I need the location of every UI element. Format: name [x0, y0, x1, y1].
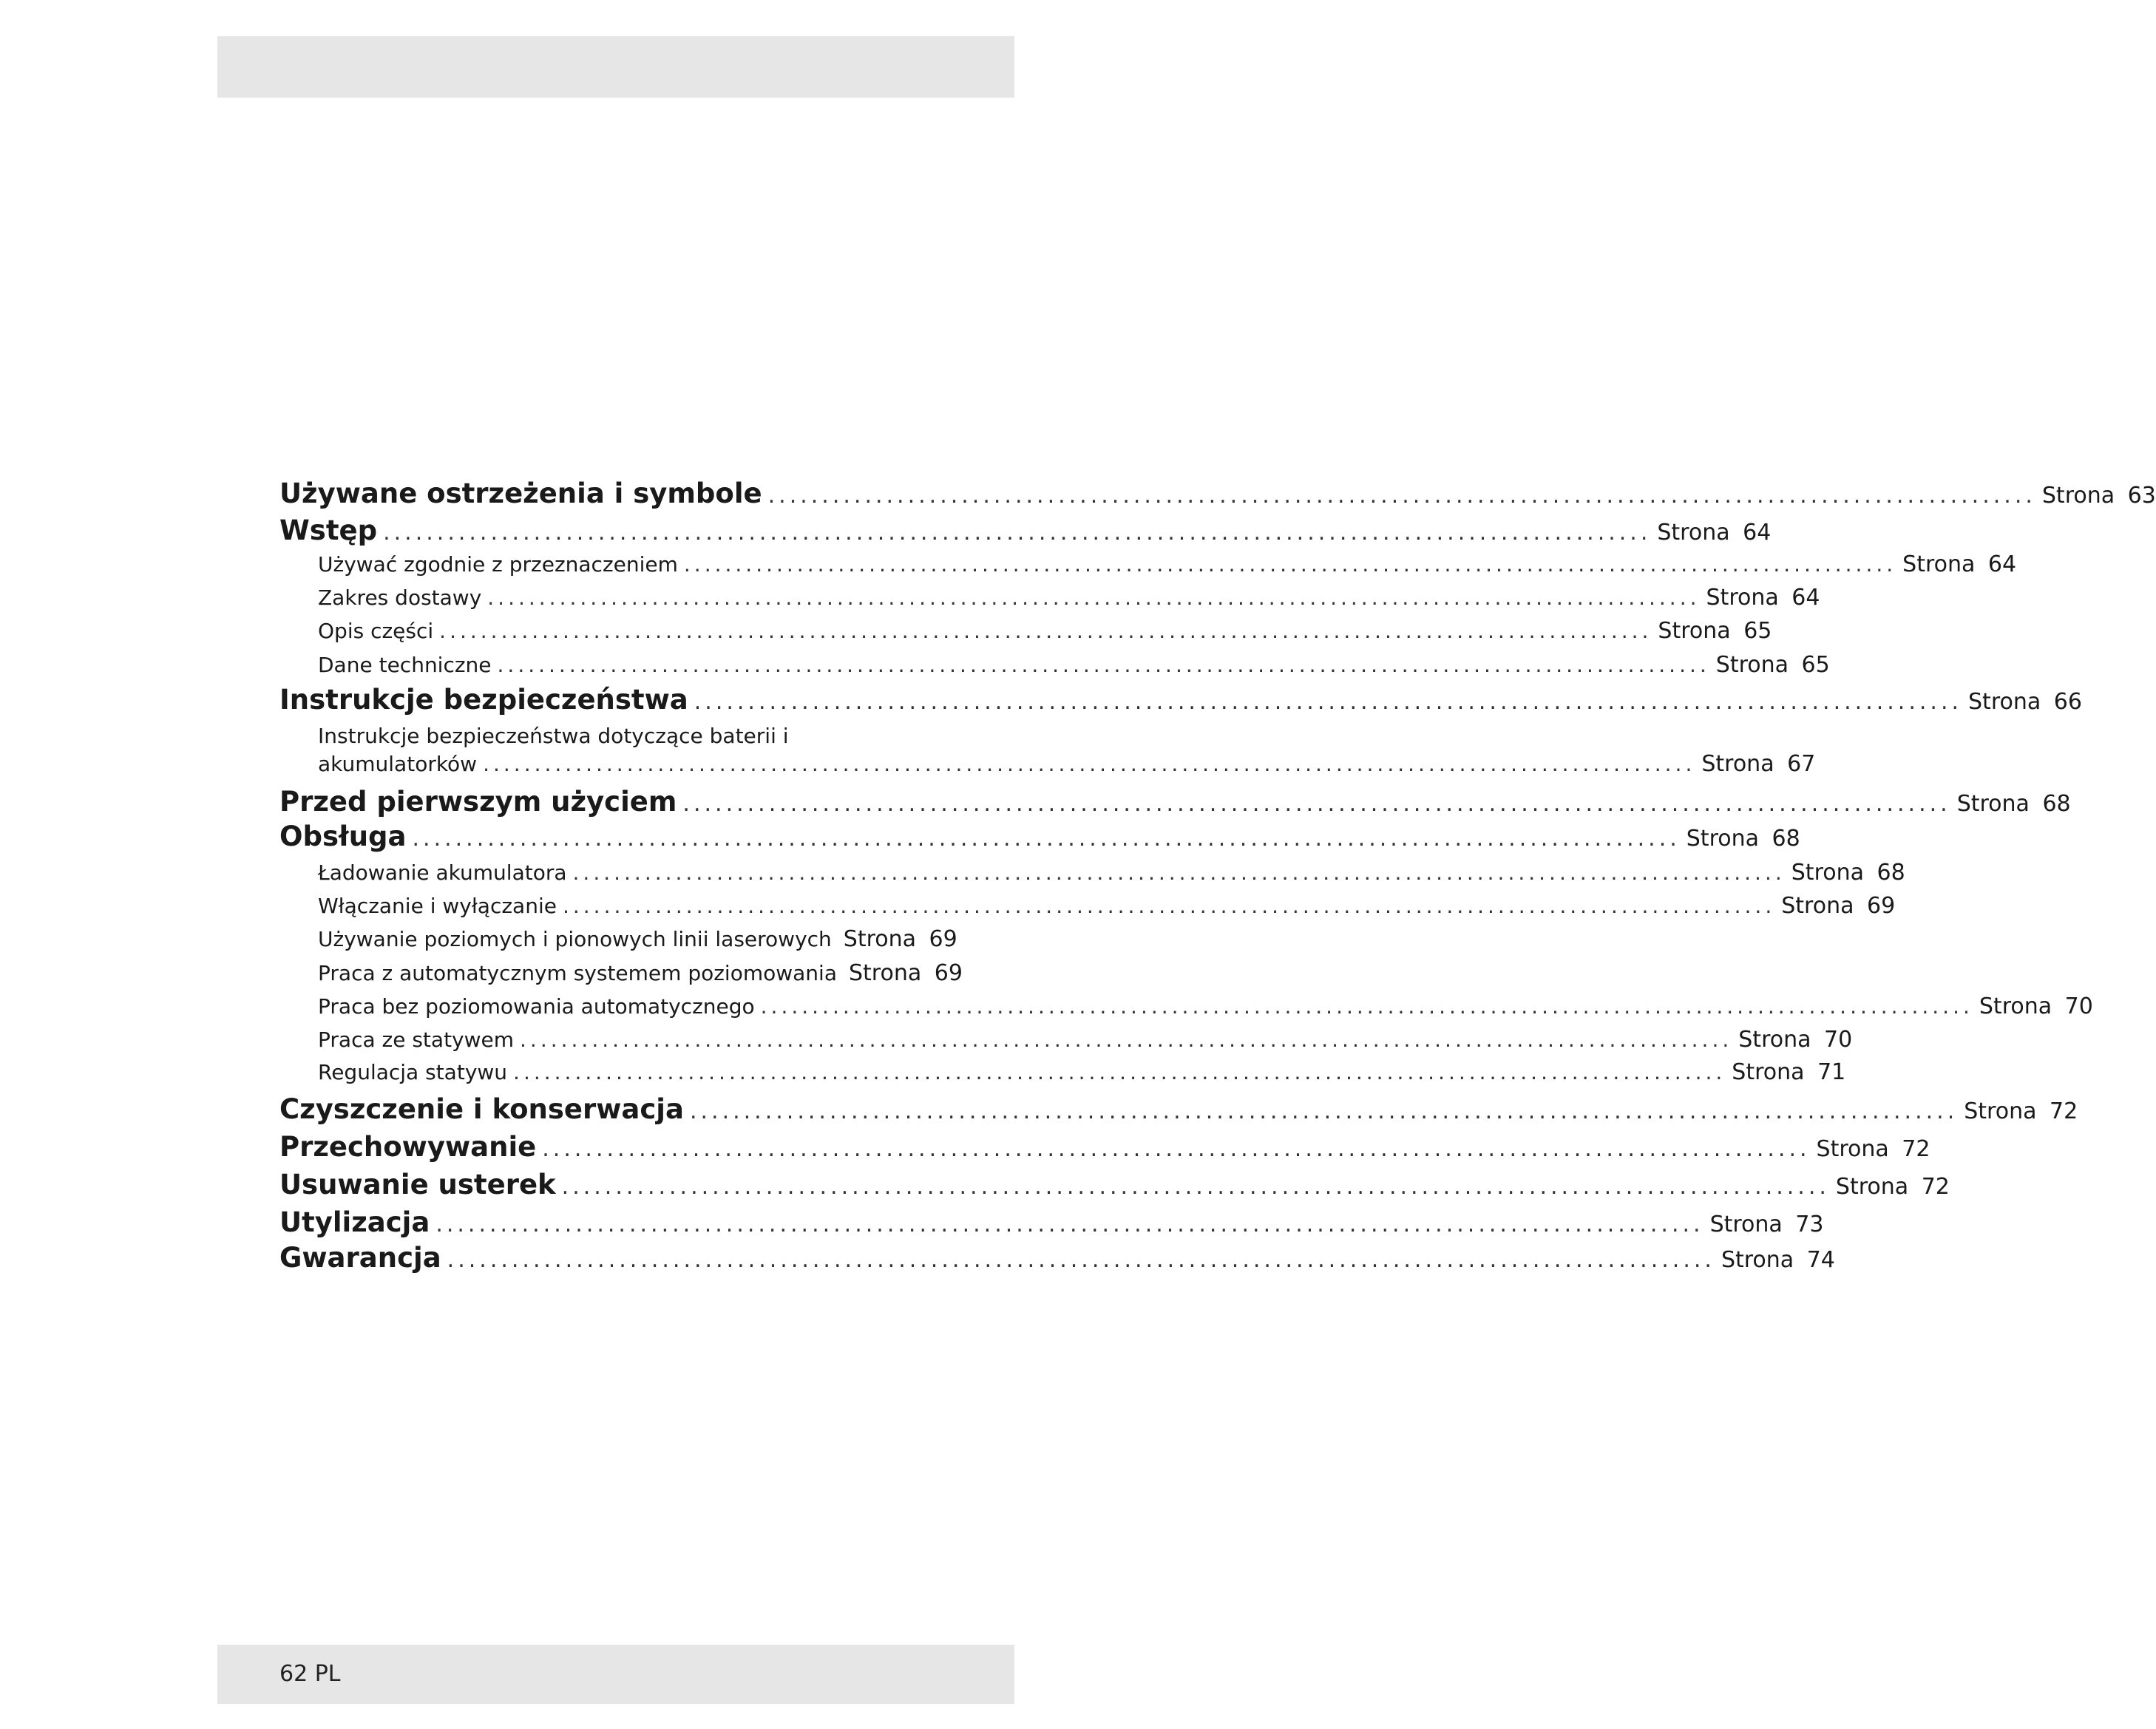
toc-title: Dane techniczne: [318, 653, 492, 677]
page-number: 62 PL: [279, 1661, 341, 1687]
toc-title: Ładowanie akumulatora: [318, 860, 567, 885]
toc-title: Gwarancja: [279, 1242, 441, 1274]
toc-page: Strona 68: [1956, 791, 2071, 817]
toc-title: Regulacja statywu: [318, 1060, 508, 1084]
toc-title-line1: Instrukcje bezpieczeństwa dotyczące baterii i: [318, 724, 789, 748]
toc-title: Usuwanie usterek: [279, 1169, 556, 1200]
toc-title: Utylizacja: [279, 1206, 430, 1238]
toc-title: Włączanie i wyłączanie: [318, 894, 557, 918]
toc-title: Instrukcje bezpieczeństwa: [279, 684, 688, 716]
dot-leader: ......................................................................................................................: [694, 689, 1963, 715]
toc-entry[interactable]: [279, 512, 1772, 549]
dot-leader: ......................................................................................................................: [383, 520, 1652, 546]
toc-entry[interactable]: [279, 818, 1800, 855]
toc-page: Strona 71: [1732, 1059, 1846, 1085]
toc-page: Strona 72: [1835, 1174, 1950, 1200]
toc-page: Strona 69: [1781, 893, 1896, 919]
toc-entry[interactable]: [279, 784, 2071, 821]
dot-leader: ......................................................................................................................: [767, 483, 2036, 509]
toc-entry[interactable]: [279, 1204, 1824, 1241]
toc-title: Przechowywanie: [279, 1131, 537, 1163]
toc-entry[interactable]: [279, 1240, 1835, 1277]
toc-entry[interactable]: [279, 1091, 2078, 1128]
toc-page: Strona 66: [1968, 689, 2082, 715]
dot-leader: ......................................................................................................................: [760, 994, 1973, 1019]
toc-title: akumulatorków: [318, 752, 478, 776]
toc-title: Czyszczenie i konserwacja: [279, 1093, 684, 1125]
dot-leader: ......................................................................................................................: [683, 552, 1897, 577]
toc-entry[interactable]: [279, 582, 1820, 614]
toc-title: Używanie poziomych i pionowych linii laserowych: [318, 927, 832, 951]
toc-page: Strona 68: [1686, 826, 1800, 852]
toc-title: Opis części: [318, 619, 434, 643]
dot-leader: ......................................................................................................................: [561, 1174, 1830, 1200]
dot-leader: ......................................................................................................................: [439, 619, 1652, 643]
dot-leader: ......................................................................................................................: [435, 1212, 1704, 1237]
toc-page: Strona 72: [1816, 1136, 1930, 1162]
toc-page: Strona 72: [1964, 1098, 2078, 1124]
header-band: [217, 36, 1014, 98]
dot-leader: ......................................................................................................................: [520, 1027, 1733, 1052]
toc-title: Zakres dostawy: [318, 585, 482, 610]
toc-entry[interactable]: [279, 615, 1772, 648]
dot-leader: ......................................................................................................................: [497, 653, 1710, 677]
toc-title: Praca ze statywem: [318, 1027, 515, 1052]
toc-page: Strona 65: [1658, 618, 1772, 644]
toc-title: Przed pierwszym użyciem: [279, 786, 677, 818]
footer-band: [217, 1645, 1014, 1704]
toc-page: Strona 70: [1738, 1027, 1853, 1053]
dot-leader: ......................................................................................................................: [689, 1098, 1959, 1124]
dot-leader: ......................................................................................................................: [447, 1247, 1715, 1273]
toc-entry[interactable]: [279, 1056, 1846, 1089]
dot-leader: ......................................................................................................................: [682, 791, 1951, 817]
toc-entry[interactable]: [279, 1166, 1950, 1203]
toc-page: Strona 63: [2041, 483, 2156, 509]
toc-page: Strona 67: [1701, 751, 1816, 777]
toc-entry[interactable]: [279, 475, 2156, 512]
toc-entry[interactable]: [279, 857, 1905, 889]
toc-page: Strona 69: [848, 960, 963, 986]
toc-entry[interactable]: [279, 957, 963, 990]
toc-title: Obsługa: [279, 821, 407, 852]
toc-page: Strona 64: [1706, 585, 1820, 611]
dot-leader: ......................................................................................................................: [562, 894, 1776, 918]
toc-page: Strona 73: [1709, 1212, 1824, 1237]
toc-entry[interactable]: [279, 923, 955, 956]
toc-entry[interactable]: [279, 649, 1830, 682]
toc-page: Strona 70: [1979, 993, 2093, 1019]
dot-leader: ......................................................................................................................: [412, 826, 1681, 852]
toc-entry[interactable]: [279, 1129, 1930, 1166]
toc-title: Praca z automatycznym systemem poziomowania: [318, 961, 837, 985]
toc-page: Strona 65: [1715, 652, 1830, 678]
toc-entry[interactable]: [279, 748, 1816, 781]
toc-entry[interactable]: [279, 890, 1896, 923]
dot-leader: ......................................................................................................................: [483, 752, 1696, 776]
toc-page: Strona 64: [1902, 551, 2017, 577]
toc-page: Strona 68: [1791, 860, 1905, 886]
toc-title: Używane ostrzeżenia i symbole: [279, 478, 762, 509]
dot-leader: ......................................................................................................................: [487, 585, 1701, 610]
dot-leader: ......................................................................................................................: [542, 1136, 1811, 1162]
toc-title: Używać zgodnie z przeznaczeniem: [318, 552, 678, 577]
toc-page: Strona 69: [843, 926, 957, 952]
toc-title: Praca bez poziomowania automatycznego: [318, 994, 755, 1019]
toc-title: Wstęp: [279, 514, 378, 546]
dot-leader: ......................................................................................................................: [572, 860, 1786, 885]
toc-page: Strona 64: [1657, 520, 1772, 546]
toc-entry[interactable]: [279, 548, 2017, 581]
toc-entry[interactable]: [279, 1024, 1853, 1056]
dot-leader: ......................................................................................................................: [513, 1060, 1726, 1084]
toc-entry[interactable]: [279, 682, 2082, 719]
toc-entry[interactable]: [279, 991, 2093, 1023]
toc-page: Strona 74: [1721, 1247, 1835, 1273]
